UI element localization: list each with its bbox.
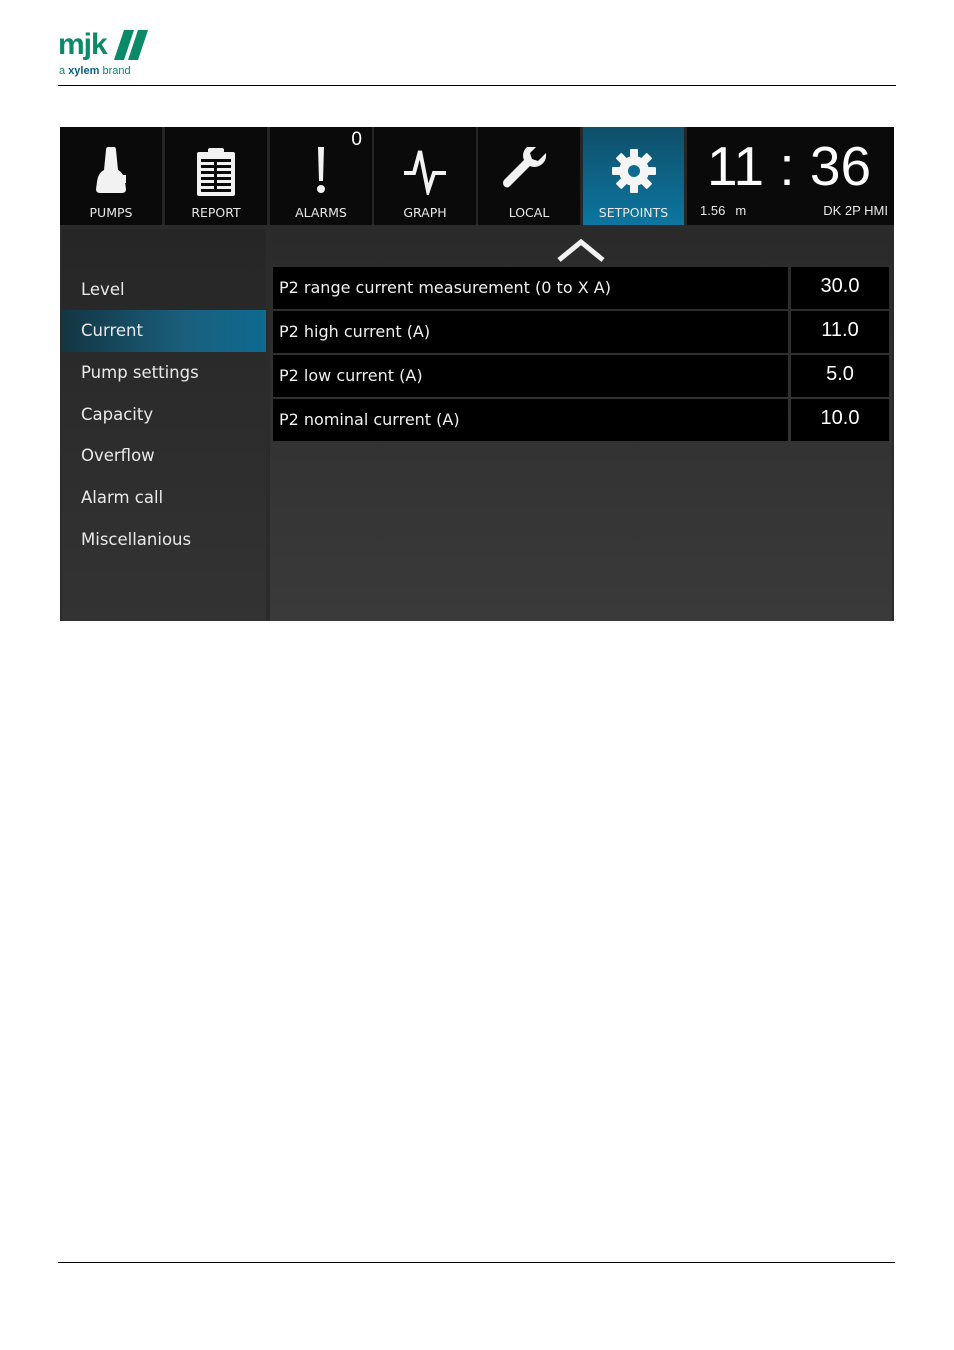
tab-setpoints[interactable]: [583, 127, 684, 225]
gear-icon: [610, 147, 658, 195]
exclamation-icon: [314, 147, 328, 195]
mjk-logo: [58, 28, 158, 80]
tab-pumps[interactable]: [60, 127, 162, 225]
setpoints-category-menu: [62, 229, 266, 621]
tab-graph[interactable]: [374, 127, 476, 225]
menu-item-alarm-call[interactable]: Alarm call: [81, 488, 164, 507]
setpoint-label: P2 low current (A): [273, 355, 788, 397]
setpoint-row[interactable]: [273, 355, 889, 397]
tab-setpoints-label: SETPOINTS: [598, 205, 669, 220]
pump-icon: [93, 145, 129, 195]
graph-icon: [402, 145, 448, 195]
logo-slashes-icon: [114, 30, 148, 60]
top-navigation-bar: [60, 127, 894, 225]
setpoint-label: P2 high current (A): [273, 311, 788, 353]
setpoint-label: P2 range current measurement (0 to X A): [273, 267, 788, 309]
level-value: 1.56: [700, 203, 726, 218]
header-rule: [58, 85, 896, 86]
wrench-icon: [502, 147, 550, 195]
tab-pumps-label: PUMPS: [89, 205, 133, 220]
clock-time: 11 : 36: [707, 135, 872, 197]
device-name: DK 2P HMI: [823, 203, 888, 218]
setpoint-value[interactable]: 30.0: [791, 267, 889, 309]
tab-graph-label: GRAPH: [403, 205, 447, 220]
setpoint-value[interactable]: 11.0: [791, 311, 889, 353]
setpoint-row[interactable]: [273, 267, 889, 309]
tab-local[interactable]: [478, 127, 580, 225]
level-unit: m: [735, 203, 747, 218]
clock-panel: [687, 127, 894, 225]
footer-rule: [58, 1262, 895, 1263]
tab-report[interactable]: [165, 127, 267, 225]
setpoint-row[interactable]: [273, 311, 889, 353]
menu-item-overflow[interactable]: Overflow: [81, 446, 155, 465]
setpoint-row[interactable]: [273, 399, 889, 441]
menu-item-pump-settings[interactable]: Pump settings: [81, 363, 199, 382]
logo-tagline: a xylem brand: [59, 65, 131, 77]
scroll-up-chevron-icon[interactable]: [556, 237, 606, 263]
report-icon: [194, 147, 238, 197]
setpoints-panel: [270, 229, 892, 621]
alarm-count-badge: 0: [351, 129, 362, 150]
logo-wordmark: mjk: [58, 28, 107, 61]
menu-item-capacity[interactable]: Capacity: [81, 405, 154, 424]
tab-alarms-label: ALARMS: [295, 205, 347, 220]
setpoint-value[interactable]: 10.0: [791, 399, 889, 441]
menu-item-miscellanious[interactable]: Miscellanious: [81, 530, 192, 549]
tab-alarms[interactable]: [270, 127, 372, 225]
tab-report-label: REPORT: [191, 205, 241, 220]
menu-item-current[interactable]: Current: [62, 310, 266, 352]
tab-local-label: LOCAL: [508, 205, 550, 220]
level-readout: [700, 203, 746, 218]
setpoint-label: P2 nominal current (A): [273, 399, 788, 441]
menu-item-level[interactable]: Level: [81, 280, 125, 299]
hmi-screen: [60, 127, 894, 621]
setpoint-value[interactable]: 5.0: [791, 355, 889, 397]
